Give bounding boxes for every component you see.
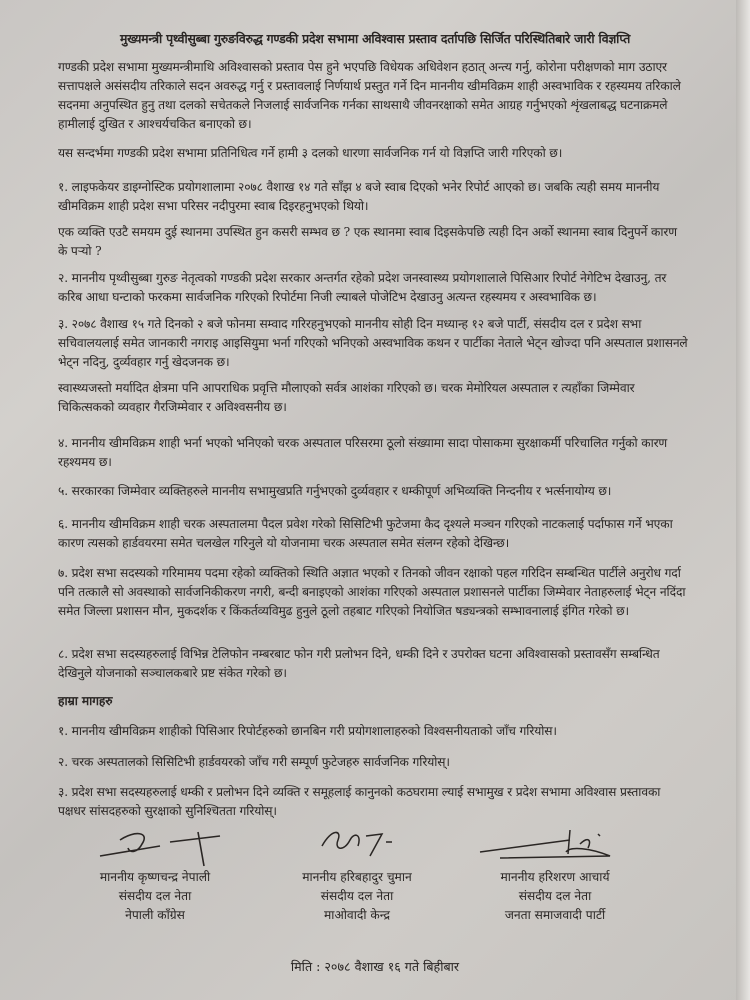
signatory-3-role: संसदीय दल नेता bbox=[518, 889, 592, 903]
signatory-3-party: जनता समाजवादी पार्टी bbox=[504, 908, 606, 922]
context-paragraph: यस सन्दर्भमा गण्डकी प्रदेश सभामा प्रतिनिधित्व गर्ने हामी ३ दलको धारणा सार्वजनिक गर्न यो विज्ञप्ति जारी गरिएको छ। bbox=[58, 146, 563, 160]
signatory-2-role: संसदीय दल नेता bbox=[320, 889, 394, 903]
demand-3: ३. प्रदेश सभा सदस्यहरुलाई धम्की र प्रलोभन दिने व्यक्ति र समूहलाई कानुनको कठघरामा ल्याई सभामुख र प्रदेश सभामा अविश्वास प्रस्तावका पक्षधर सांसदहरुको सुरक्षाको सुनिश्चितता गरियोस्। bbox=[58, 785, 661, 818]
document-title: मुख्यमन्त्री पृथ्वीसुब्बा गुरुङविरुद्ध गण्डकी प्रदेश सभामा अविश्वास प्रस्ताव दर्तापछि सिर्जित परिस्थितिबारे जारी विज्ञप्ति bbox=[119, 31, 631, 46]
paper-edge bbox=[736, 0, 750, 1000]
signatory-2-name: माननीय हरिबहादुर चुमान bbox=[302, 870, 412, 884]
demand-1: १. माननीय खीमविक्रम शाहीको पिसिआर रिपोर्टहरुको छानबिन गरी प्रयोगशालाहरुको विश्वसनीयताको जाँच गरियोस। bbox=[58, 724, 557, 738]
point-7: ७. प्रदेश सभा सदस्यको गरिमामय पदमा रहेको व्यक्तिको स्थिति अज्ञात भएको र तिनको जीवन रक्षाको पहल गरिदिन सम्बन्धित पार्टीले अनुरोध गर्दा पनि तत्कालै सो अवस्थाको सार्वजनिकीकरण नगरी, बन्दी बनाइएको आशंका गरिएको अस्पताल प्रशासनले पार्टीका जिम्मेवार नेताहरुलाई भेट्न नदिंदा समेत जिल्ला प्रशासन मौन, मुकदर्शक र किंकर्तव्यविमुढ हुनुले ठूलो तहबाट गरिएको नियोजित षड्यन्त्रको सम्भावनालाई इंगित गरेको छ। bbox=[58, 566, 686, 618]
signature-2-icon bbox=[282, 826, 432, 868]
point-4: ४. माननीय खीमविक्रम शाही भर्ना भएको भनिएको चरक अस्पताल परिसरमा ठूलो संख्यामा सादा पोसाकमा सुरक्षाकर्मी परिचालित गर्नुको कारण रहश्यमय छ। bbox=[58, 436, 668, 469]
point-5: ५. सरकारका जिम्मेवार व्यक्तिहरुले माननीय सभामुखप्रति गर्नुभएको दुर्व्यवहार र धम्कीपूर्ण अभिव्यक्ति निन्दनीय र भर्त्सनायोग्य छ। bbox=[58, 484, 612, 498]
point-1-question: एक व्यक्ति एउटै समयम दुई स्थानमा उपस्थित हुन कसरी सम्भव छ ? एक स्थानमा स्वाब दिइसकेपछि त्यही दिन अर्को स्थानमा स्वाब दिनुपर्ने कारण के पऱ्यो ? bbox=[58, 225, 677, 258]
signatory-3 bbox=[460, 826, 650, 925]
signatory-1-name: माननीय कृष्णचन्द्र नेपाली bbox=[99, 870, 211, 884]
point-3: ३. २०७८ वैशाख १५ गते दिनको २ बजे फोनमा सम्वाद गरिरहनुभएको माननीय सोही दिन मध्यान्ह १२ बजे पार्टी, संसदीय दल र प्रदेश सभा सचिवालयलाई समेत जानकारी नगराइ आइसियुमा भर्ना गरिएको भनिएको अस्वभाविक कथन र पार्टीका नेताले भेट्न खोज्दा पनि अस्पताल प्रशासनले भेट्न नदिनु, दुर्व्यवहार गर्नु खेदजनक छ। bbox=[58, 317, 688, 369]
document-date: मिति : २०७८ वैशाख १६ गते बिहीबार bbox=[290, 959, 460, 974]
point-3-note: स्वास्थ्यजस्तो मर्यादित क्षेत्रमा पनि आपराधिक प्रवृत्ति मौलाएको सर्वत्र आशंका गरिएको छ। चरक मेमोरियल अस्पताल र त्यहाँका जिम्मेवार चिकित्सकको व्यवहार गैरजिम्मेवार र अविश्वसनीय छ। bbox=[58, 381, 635, 414]
point-8: ८. प्रदेश सभा सदस्यहरुलाई विभिन्न टेलिफोन नम्बरबाट फोन गरी प्रलोभन दिने, धम्की दिने र उपरोक्त घटना अविश्वासको प्रस्तावसँग सम्बन्धित देखिनुले योजनाको सञ्चालकबारे प्रष्ट संकेत गरेको छ। bbox=[58, 647, 660, 680]
signatory-1 bbox=[60, 826, 250, 925]
signature-3-icon bbox=[470, 826, 640, 868]
signatory-3-name: माननीय हरिशरण आचार्य bbox=[500, 870, 610, 884]
signature-1-icon bbox=[80, 826, 230, 868]
point-1: १. लाइफकेयर डाइग्नोस्टिक प्रयोगशालामा २०७८ वैशाख १४ गते साँझ ४ बजे स्वाब दिएको भनेर रिपोर्ट आएको छ। जबकि त्यही समय माननीय खीमविक्रम शाही प्रदेश सभा परिसर नदीपुरमा स्वाब दिइरहनुभएको थियो। bbox=[58, 180, 660, 213]
signatory-1-role: संसदीय दल नेता bbox=[118, 889, 192, 903]
signatory-1-party: नेपाली काँग्रेस bbox=[125, 908, 185, 922]
intro-paragraph: गण्डकी प्रदेश सभामा मुख्यमन्त्रीमाथि अविश्वासको प्रस्ताव पेस हुने भएपछि विधेयक अधिवेशन हठात् अन्त्य गर्नु, कोरोना परीक्षणको माग उठाएर सत्तापक्षले असंसदीय तरिकाले सदन अवरुद्ध गर्नु र प्रस्तावलाई निर्णयार्थ प्रस्तुत गर्ने दिन माननीय खीमविक्रम शाही अस्वभाविक र रहस्यमय तरिकाले सदनमा अनुपस्थित हुनु तथा दलको सचेतकले निजलाई सार्वजनिक गर्नका साथसाथै जीवनरक्षाको समेत आग्रह गर्नुभएको शृंखलाबद्ध घटनाक्रमले हामीलाई दुखित र आश्चर्यचकित बनाएको छ। bbox=[58, 60, 681, 131]
point-6: ६. माननीय खीमविक्रम शाही चरक अस्पतालमा पैदल प्रवेश गरेको सिसिटिभी फुटेजमा कैद दृश्यले मञ्चन गरिएको नाटकलाई पर्दाफास गर्ने भएका कारण त्यसको हार्डवयरमा समेत चलखेल गरिनुले यो योजनामा चरक अस्पताल समेत संलग्न रहेको देखिन्छ। bbox=[58, 517, 673, 550]
signatory-2 bbox=[262, 826, 452, 925]
demands-heading: हाम्रा मागहरु bbox=[58, 694, 113, 708]
point-2: २. माननीय पृथ्वीसुब्बा गुरुङ नेतृत्वको गण्डकी प्रदेश सरकार अन्तर्गत रहेको प्रदेश जनस्वास्थ्य प्रयोगशालाले पिसिआर रिपोर्ट नेगेटिभ देखाउनु, तर करिब आधा घन्टाको फरकमा सार्वजनिक गरिएको रिपोर्टमा निजी ल्याबले पोजेटिभ देखाउनु अत्यन्त रहस्यमय र अस्वभाविक छ। bbox=[58, 271, 667, 304]
demand-2: २. चरक अस्पतालको सिसिटिभी हार्डवयरको जाँच गरी सम्पूर्ण फुटेजहरु सार्वजनिक गरियोस्। bbox=[58, 755, 450, 769]
signatory-2-party: माओवादी केन्द्र bbox=[324, 908, 390, 922]
